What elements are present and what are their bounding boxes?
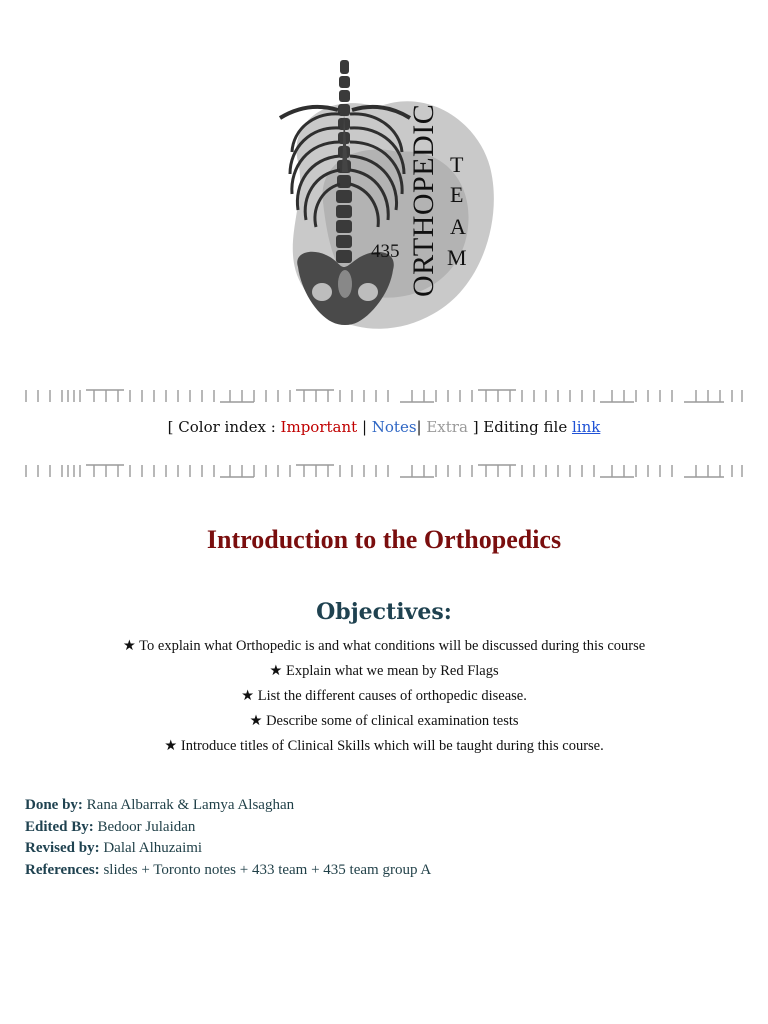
color-index-notes: Notes bbox=[371, 418, 417, 436]
credit-label: Revised by: bbox=[25, 840, 100, 856]
credit-value: Dalal Alhuzaimi bbox=[99, 840, 203, 856]
objectives-heading: Objectives: bbox=[316, 599, 452, 625]
objective-item: ★ Explain what we mean by Red Flags bbox=[269, 663, 499, 679]
decorative-divider-bottom bbox=[24, 461, 744, 481]
objective-item: ★ Introduce titles of Clinical Skills which will be taught during this course. bbox=[164, 738, 604, 754]
credit-edited-by bbox=[25, 817, 745, 839]
color-index-separator: | bbox=[416, 418, 427, 436]
logo-team-letter: T bbox=[450, 152, 464, 177]
color-index-open: [ Color index : bbox=[167, 418, 281, 436]
logo-word: ORTHOPEDIC bbox=[407, 103, 440, 297]
page-title: Introduction to the Orthopedics bbox=[206, 525, 562, 554]
credit-revised-by bbox=[25, 838, 745, 860]
credit-label: References: bbox=[25, 861, 100, 878]
credit-value: Bedoor Julaidan bbox=[93, 818, 196, 835]
orthopedic-team-logo bbox=[268, 52, 500, 342]
color-index-separator: | bbox=[357, 418, 372, 436]
color-index-important: Important bbox=[280, 418, 358, 436]
credits-block bbox=[25, 795, 745, 881]
color-index-close: ] Editing file bbox=[467, 418, 572, 436]
credit-done-by bbox=[25, 795, 745, 817]
decorative-divider-top bbox=[24, 386, 744, 406]
editing-file-link[interactable]: link bbox=[571, 418, 601, 436]
color-index-line bbox=[0, 418, 768, 436]
color-index-extra: Extra bbox=[426, 418, 468, 436]
logo-team-letter: M bbox=[447, 245, 467, 270]
objective-item: ★ Describe some of clinical examination tests bbox=[249, 713, 519, 729]
objectives-list bbox=[0, 634, 768, 759]
credit-label: Done by: bbox=[25, 797, 83, 813]
credit-value: Rana Albarrak & Lamya Alsaghan bbox=[82, 797, 295, 813]
logo-team-letter: E bbox=[450, 182, 464, 207]
logo-number: 435 bbox=[371, 241, 400, 262]
objective-item: ★ List the different causes of orthopedic disease. bbox=[241, 688, 527, 704]
credit-label: Edited By: bbox=[25, 818, 94, 835]
skeleton-logo-graphic bbox=[268, 52, 500, 342]
logo-team-letter: A bbox=[450, 214, 466, 239]
credit-value: slides + Toronto notes + 433 team + 435 team group A bbox=[99, 861, 432, 878]
objective-item: ★ To explain what Orthopedic is and what conditions will be discussed during this course bbox=[122, 638, 646, 654]
credit-references bbox=[25, 860, 745, 882]
